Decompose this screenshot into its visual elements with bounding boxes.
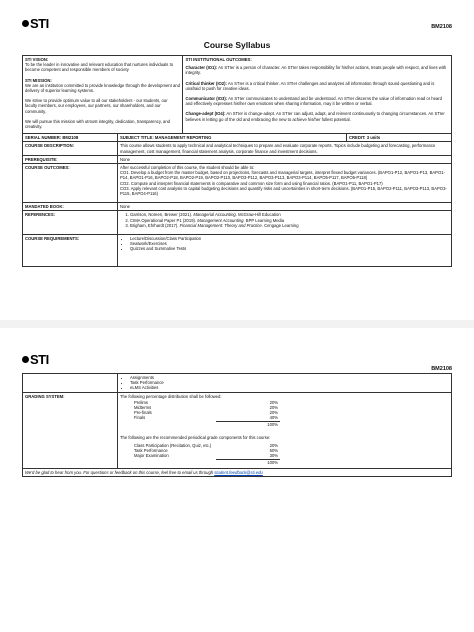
component-name: Major Examination [134, 453, 169, 459]
course-requirements-cont-row [23, 374, 452, 393]
mission-paragraph: We strive to provide optimum value to all our stakeholders - our students, our faculty members, our employees, our partners, our shareholders, and our community. [25, 98, 168, 114]
reference-author: CIMA Operational Paper P1 (2019). [130, 217, 198, 223]
reference-title: Managerial Accounting. [193, 212, 237, 218]
period-pct: 20% [269, 405, 278, 411]
grading-total: 100% [216, 421, 280, 427]
feedback-email-link[interactable]: student.feedback@sti.edu [214, 469, 263, 475]
course-description-label: COURSE DESCRIPTION: [23, 142, 118, 155]
course-outcome-item: CO1. Develop a budget from the master budget, based on projections, forecasts and managerial targets, interpret flexed budget variances. (BAPO1-P12, BAPO1-P13, BAPO1-P14, BAPO1-P16, BAPO2-P18, BAPO2-P19, BAPO2-P110, BAPO3-P112, BAPO3-P113, BAPO3-P114, BAPO5-P117, BAPO5-P118) [120, 170, 445, 181]
logo-text: STI [30, 16, 49, 31]
references-cell [118, 211, 452, 235]
mandated-book-row [23, 203, 452, 211]
components-total: 100% [216, 459, 280, 465]
syllabus-table [22, 55, 452, 267]
page-title: Course Syllabus [203, 40, 271, 50]
requirement-item: • Assignments [130, 375, 449, 380]
vision-text: To be the leader in innovative and relevant education that nurtures individuals to become competent and responsible members of society [25, 62, 174, 73]
course-description-row [23, 142, 452, 155]
mission-paragraph: We will pursue this mission with utmost integrity, dedication, transparency, and creativity. [25, 118, 170, 130]
vision-heading: STI VISION: [25, 57, 49, 62]
reference-publisher: McGraw-Hill Education [236, 212, 281, 218]
serial-row [23, 134, 452, 142]
course-outcomes-label: COURSE OUTCOMES: [23, 164, 118, 203]
feedback-row [23, 468, 452, 476]
component-name: Task Performance [134, 448, 168, 454]
period-pct: 40% [269, 415, 278, 421]
outcome-item [185, 65, 449, 75]
credit-value: 3 units [366, 135, 381, 141]
requirement-item: • Task Performance [130, 380, 449, 385]
feedback-cell [23, 468, 452, 476]
outcome-label: Communicator (IO3): [185, 96, 228, 102]
requirement-item: • Quizzes and Summative Tests [130, 246, 449, 251]
grading-label: GRADING SYSTEM: [23, 392, 118, 468]
serial-label: SERIAL NUMBER: [25, 135, 62, 141]
references-label: REFERENCES: [23, 211, 118, 235]
outcome-label: Character (IO1): [185, 65, 218, 71]
outcome-text: An STIer is change-adept. An STIer can adjust, adapt, and reinvent continuously to changing circumstances. An STIer believes in letting go of the old and embracing the new to achieve his/her fullest potential. [185, 111, 445, 122]
course-outcome-item: CO2. Compute and interpret financial statements in comparative and common size form and using financial ratios. (BAPO1-P11, BAPO1-P17) [120, 180, 383, 186]
vision-mission-cell [23, 56, 183, 134]
reference-author: Garrison, Noreen, Brewer (2021). [130, 212, 194, 218]
mission-paragraph: We are an institution committed to provide knowledge through the development and delivery of superior learning systems. [25, 82, 180, 94]
outcome-text: An STIer is a critical thinker. An STIer challenges and analyzes all information through sound questioning and is unafraid to push for creative ideas. [185, 80, 435, 91]
requirement-item: • eLMS Activities [130, 385, 449, 390]
period-pct: 20% [269, 410, 278, 416]
mission-heading: STI MISSION: [25, 77, 52, 83]
course-outcome-item: CO3. Apply relevant cost analysis to capital budgeting decisions and quantify risks and uncertainties in short-term decisions. (BAPO1-P15, BAPO2-P111, BAPO3-P113, BAPO3-P115, BAPO4-P116) [120, 185, 447, 197]
reference-author: Brigham, Ehrhardt (2017). [130, 222, 180, 228]
outcome-label: Critical thinker (IO2): [185, 80, 227, 86]
course-outcomes-cell [118, 164, 452, 203]
components-total-row [132, 459, 280, 465]
sti-logo [22, 16, 49, 31]
prerequisite-row [23, 155, 452, 163]
reference-title: Financial Management: Theory and Practice. [179, 222, 263, 228]
period-name: Midterms [134, 405, 152, 411]
requirement-item: • Seatwork/Exercises [130, 241, 449, 246]
prerequisite-value: None [118, 155, 452, 163]
empty-label-cell [23, 374, 118, 393]
page-break [0, 320, 474, 328]
grading-cell [118, 392, 452, 468]
document-code: BM2108 [431, 366, 452, 372]
document-code: BM2108 [431, 24, 452, 30]
outcome-item [185, 111, 449, 121]
syllabus-page-2 [0, 328, 474, 632]
syllabus-table-continued [22, 373, 452, 477]
period-name: Pre-finals [134, 410, 152, 416]
subject-label: SUBJECT TITLE: [120, 135, 154, 141]
mandated-book-label: MANDATED BOOK: [23, 203, 118, 211]
logo-mark-icon [22, 20, 29, 27]
logo-text: STI [30, 352, 49, 367]
outcome-item [185, 96, 449, 106]
reference-publisher: BPP Learning Media [244, 217, 285, 223]
component-pct: 30% [269, 453, 278, 459]
outcome-item [185, 81, 449, 91]
grading-intro: The following percentage distribution shall be followed: [120, 393, 222, 399]
period-name: Prelims [134, 399, 148, 405]
course-requirements-row [23, 235, 452, 267]
course-description-text: This course allows students to apply technical and analytical techniques to prepare and evaluate corporate reports. Topics include budgeting and forecasting, performance management, cost management, financial statement analysis, corporate finance and investment decisions. [118, 142, 452, 155]
outcome-text: An STIer communicates to understand and be understood. An STIer discerns the value of information read or heard and effectively expresses his/her own emotions when sharing information, may it be written or verbal. [185, 96, 442, 107]
period-pct: 20% [269, 399, 278, 405]
references-row [23, 211, 452, 235]
course-outcomes-intro: After successful completion of this course, the student should be able to: [120, 165, 255, 171]
outcome-text: An STIer is a person of character. An STIer takes responsibility for his/her actions, treats people with respect, and lives with integrity. [185, 65, 447, 76]
subject-value: MANAGEMENT REPORTING [154, 135, 212, 141]
feedback-text: We'd be glad to hear from you. For questions or feedback on this course, feel free to email us through [25, 469, 215, 475]
course-requirements-label: COURSE REQUIREMENTS: [23, 235, 118, 267]
institutional-outcomes-cell [183, 56, 452, 134]
grade-components-table [132, 443, 280, 465]
serial-cell [23, 134, 118, 142]
outcome-label: Change-adept (IO4): [185, 111, 226, 117]
prerequisite-label: PREREQUISITE: [23, 155, 118, 163]
credit-cell [347, 134, 452, 142]
reference-item [130, 223, 449, 228]
mandated-book-value: None [118, 203, 452, 211]
component-pct: 50% [269, 448, 278, 454]
period-name: Finals [134, 415, 146, 421]
grading-total-row [132, 421, 280, 427]
sti-logo [22, 352, 49, 367]
course-outcomes-row [23, 164, 452, 203]
grading-row [23, 392, 452, 468]
total-spacer [132, 459, 216, 465]
serial-value: BM2108 [62, 135, 79, 141]
grading-periods-table [132, 400, 280, 427]
logo-mark-icon [22, 356, 29, 363]
components-intro: The following are the recommended periodical grade components for this course: [120, 434, 271, 440]
credit-label: CREDIT: [349, 135, 366, 141]
outcomes-heading: STI INSTITUTIONAL OUTCOMES: [185, 57, 252, 62]
course-requirements-cell [118, 235, 452, 267]
subject-cell [118, 134, 347, 142]
total-spacer [132, 421, 216, 427]
component-name: Class Participation (Recitation, Quiz, etc.) [134, 443, 212, 449]
component-pct: 20% [269, 443, 278, 449]
reference-title: Management Accounting. [197, 217, 245, 223]
reference-publisher: Cengage Learning [262, 222, 299, 228]
requirement-item: • Lecture/Discussion/Class Participation [130, 236, 449, 241]
course-requirements-cont-cell [118, 374, 452, 393]
